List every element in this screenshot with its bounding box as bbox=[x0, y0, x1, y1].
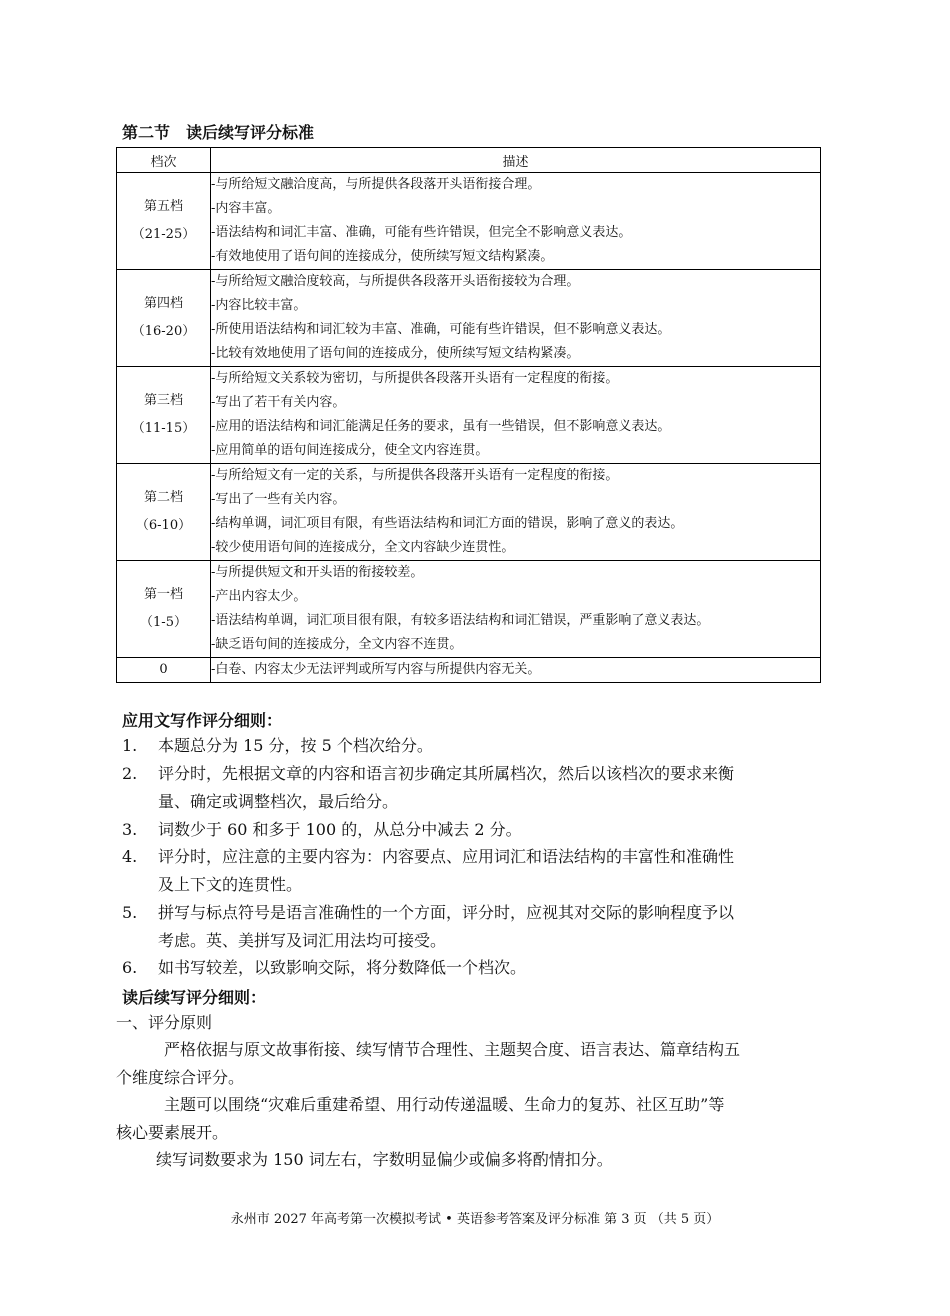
list-item bbox=[122, 843, 822, 899]
description-line: -有效地使用了语句间的连接成分，使所续写短文结构紧凑。 bbox=[211, 249, 554, 264]
item-number: 4. bbox=[122, 847, 138, 866]
description-cell bbox=[211, 658, 821, 683]
item-number: 1. bbox=[122, 736, 138, 755]
level-range: （21-25） bbox=[131, 227, 196, 242]
item-line: 评分时，应注意的主要内容为：内容要点、应用词汇和语法结构的丰富性和准确性 bbox=[158, 847, 735, 866]
level-range: （6-10） bbox=[135, 518, 192, 533]
level-name: 第三档 bbox=[143, 393, 183, 408]
item-number: 2. bbox=[122, 764, 138, 783]
item-number: 6. bbox=[122, 958, 138, 977]
description-line: -语法结构单调，词汇项目很有限，有较多语法结构和词汇错误，严重影响了意义表达。 bbox=[211, 613, 710, 628]
table-row bbox=[117, 270, 821, 367]
description-line: -写出了一些有关内容。 bbox=[211, 492, 346, 507]
level-name: 0 bbox=[159, 662, 168, 677]
paragraph-line: 个维度综合评分。 bbox=[116, 1068, 245, 1087]
item-line: 词数少于 60 和多于 100 的，从总分中减去 2 分。 bbox=[158, 820, 522, 839]
item-line: 如书写较差，以致影响交际，将分数降低一个档次。 bbox=[158, 958, 527, 977]
description-line: -白卷、内容太少无法评判或所写内容与所提供内容无关。 bbox=[211, 662, 541, 677]
level-cell bbox=[117, 367, 211, 464]
description-line: -缺乏语句间的连接成分，全文内容不连贯。 bbox=[211, 637, 463, 652]
paragraph bbox=[116, 1091, 821, 1147]
level-cell bbox=[117, 270, 211, 367]
table-row bbox=[117, 561, 821, 658]
item-line: 评分时，先根据文章的内容和语言初步确定其所属档次，然后以该档次的要求来衡 bbox=[158, 764, 735, 783]
description-line: -内容比较丰富。 bbox=[211, 298, 307, 313]
level-range: （1-5） bbox=[140, 615, 187, 630]
description-line: -较少使用语句间的连接成分，全文内容缺少连贯性。 bbox=[211, 540, 515, 555]
level-cell bbox=[117, 561, 211, 658]
item-line: 量、确定或调整档次，最后给分。 bbox=[158, 792, 399, 811]
description-line: -写出了若干有关内容。 bbox=[211, 395, 346, 410]
description-cell bbox=[211, 561, 821, 658]
description-line: -内容丰富。 bbox=[211, 201, 281, 216]
description-cell bbox=[211, 367, 821, 464]
table-header-row bbox=[117, 148, 821, 173]
level-range: （16-20） bbox=[131, 324, 196, 339]
description-line: -与所给短文关系较为密切，与所提供各段落开头语有一定程度的衔接。 bbox=[211, 371, 619, 386]
table-row bbox=[117, 367, 821, 464]
table-row bbox=[117, 464, 821, 561]
description-cell bbox=[211, 464, 821, 561]
description-line: -语法结构和词汇丰富、准确，可能有些许错误，但完全不影响意义表达。 bbox=[211, 225, 632, 240]
paragraph-line: 核心要素展开。 bbox=[116, 1123, 229, 1142]
level-cell bbox=[117, 173, 211, 270]
paragraph-line: 续写词数要求为 150 词左右，字数明显偏少或偏多将酌情扣分。 bbox=[156, 1150, 613, 1169]
item-line: 考虑。英、美拼写及词汇用法均可接受。 bbox=[158, 931, 447, 950]
description-line: -与所提供短文和开头语的衔接较差。 bbox=[211, 565, 424, 580]
section-title: 第二节 读后续写评分标准 bbox=[122, 123, 315, 142]
level-range: （11-15） bbox=[131, 421, 196, 436]
description-line: -产出内容太少。 bbox=[211, 589, 307, 604]
paragraph-line: 主题可以围绕“灾难后重建希望、用行动传递温暖、生命力的复苏、社区互助”等 bbox=[164, 1095, 725, 1114]
item-line: 本题总分为 15 分，按 5 个档次给分。 bbox=[158, 736, 433, 755]
header-description: 描述 bbox=[211, 148, 821, 173]
description-line: -结构单调，词汇项目有限，有些语法结构和词汇方面的错误，影响了意义的表达。 bbox=[211, 516, 684, 531]
table-row bbox=[117, 173, 821, 270]
list-item bbox=[122, 732, 822, 760]
continuation-subheading: 一、评分原则 bbox=[116, 1013, 213, 1032]
rubric-table bbox=[116, 147, 821, 683]
description-line: -比较有效地使用了语句间的连接成分，使所续写短文结构紧凑。 bbox=[211, 346, 580, 361]
description-line: -与所给短文融洽度较高，与所提供各段落开头语衔接较为合理。 bbox=[211, 274, 580, 289]
description-line: -应用简单的语句间连接成分，使全文内容连贯。 bbox=[211, 443, 489, 458]
page-footer: 永州市 2027 年高考第一次模拟考试 • 英语参考答案及评分标准 第 3 页 （共 5 页） bbox=[230, 1212, 720, 1227]
list-item bbox=[122, 899, 822, 955]
list-item bbox=[122, 816, 822, 844]
description-line: -所使用语法结构和词汇较为丰富、准确，可能有些许错误，但不影响意义表达。 bbox=[211, 322, 671, 337]
list-item bbox=[122, 954, 822, 982]
level-name: 第一档 bbox=[143, 587, 183, 602]
continuation-heading: 读后续写评分细则： bbox=[122, 988, 267, 1007]
rubric-body bbox=[117, 173, 821, 683]
item-line: 及上下文的连贯性。 bbox=[158, 875, 303, 894]
level-cell bbox=[117, 464, 211, 561]
item-line: 拼写与标点符号是语言准确性的一个方面，评分时，应视其对交际的影响程度予以 bbox=[158, 903, 735, 922]
table-row bbox=[117, 658, 821, 683]
description-line: -应用的语法结构和词汇能满足任务的要求，虽有一些错误，但不影响意义表达。 bbox=[211, 419, 671, 434]
level-name: 第五档 bbox=[143, 199, 183, 214]
practical-heading: 应用文写作评分细则： bbox=[122, 711, 283, 730]
header-level: 档次 bbox=[117, 148, 211, 173]
list-item bbox=[122, 760, 822, 816]
item-number: 5. bbox=[122, 903, 138, 922]
level-cell bbox=[117, 658, 211, 683]
description-cell bbox=[211, 270, 821, 367]
description-cell bbox=[211, 173, 821, 270]
level-name: 第四档 bbox=[143, 296, 183, 311]
paragraph bbox=[116, 1036, 821, 1092]
description-line: -与所给短文有一定的关系，与所提供各段落开头语有一定程度的衔接。 bbox=[211, 468, 619, 483]
description-line: -与所给短文融洽度高，与所提供各段落开头语衔接合理。 bbox=[211, 177, 541, 192]
paragraph bbox=[116, 1146, 821, 1174]
level-name: 第二档 bbox=[143, 490, 183, 505]
paragraph-line: 严格依据与原文故事衔接、续写情节合理性、主题契合度、语言表达、篇章结构五 bbox=[164, 1040, 741, 1059]
item-number: 3. bbox=[122, 820, 138, 839]
